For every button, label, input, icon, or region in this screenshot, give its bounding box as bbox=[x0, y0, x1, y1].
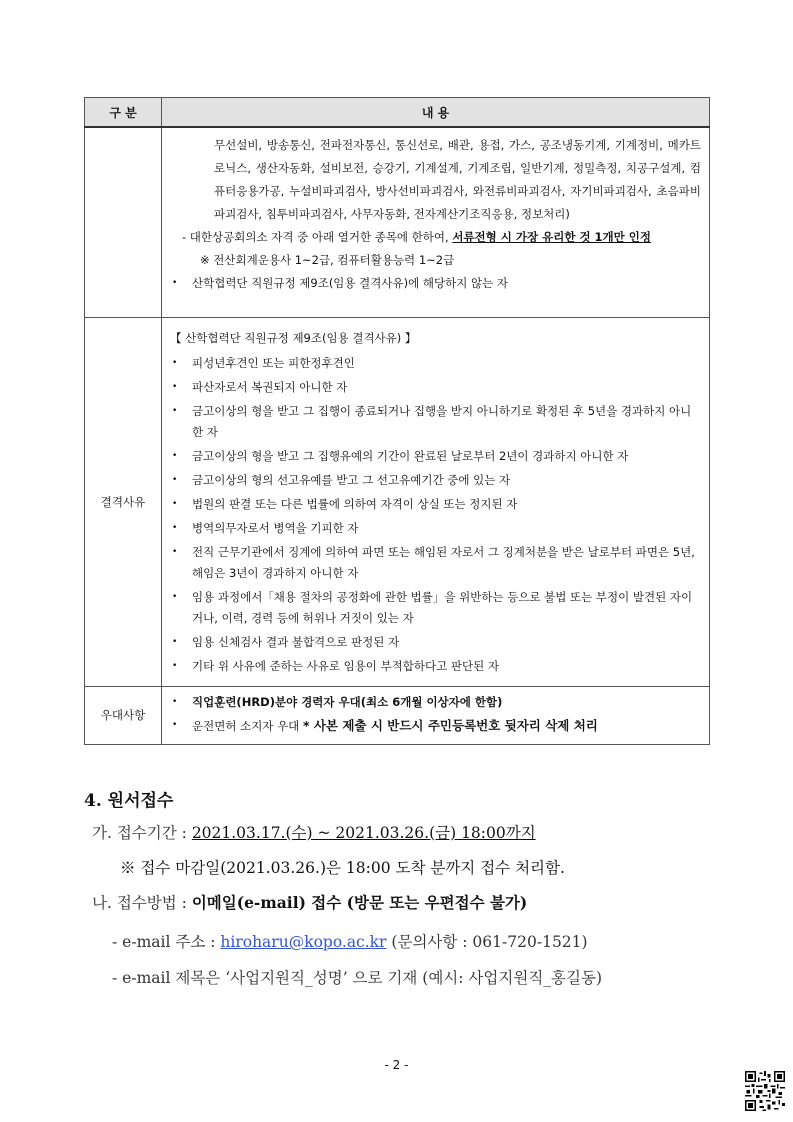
list-item: • 병역의무자로서 병역을 기피한 자 bbox=[172, 520, 359, 535]
list-item: • 금고이상의 형을 받고 그 집행유예의 기간이 완료된 날로부터 2년이 경과하지 아니한 자 bbox=[172, 448, 629, 463]
list-item: • 임용 과정에서「채용 절차의 공정화에 관한 법률」을 위반하는 등으로 불법 또는 부정이 발견된 자이거나, 이력, 경력 등에 허위나 거짓이 있는 자 bbox=[172, 589, 693, 625]
qr-code-icon bbox=[745, 1071, 785, 1111]
disqualification-list bbox=[170, 353, 701, 677]
one-certificate-rule: 서류전형 시 가장 유리한 것 1개만 인정 bbox=[452, 230, 652, 244]
list-item: • 전직 근무기관에서 징계에 의하여 파면 또는 해임된 자로서 그 징계처분을 받은 날로부터 파면은 5년, 해임은 3년이 경과하지 아니한 자 bbox=[172, 544, 695, 580]
disqualification-label: 결격사유 bbox=[85, 317, 162, 686]
list-item: • 파산자로서 복권되지 아니한 자 bbox=[172, 379, 348, 394]
header-content: 내 용 bbox=[162, 98, 710, 128]
id-number-warning: * 사본 제출 시 반드시 주민등록번호 뒷자리 삭제 처리 bbox=[302, 717, 598, 733]
list-item: • 산학협력단 직원규정 제9조(임용 결격사유)에 해당하지 않는 자 bbox=[172, 276, 508, 290]
method-value: 이메일(e-mail) 접수 (방문 또는 우편접수 불가) bbox=[191, 893, 528, 912]
list-item: • 피성년후견인 또는 피한정후견인 bbox=[172, 355, 355, 370]
list-item: • 기타 위 사유에 준하는 사유로 임용이 부적합하다고 판단된 자 bbox=[172, 658, 499, 673]
list-item: • 금고이상의 형을 받고 그 집행이 종료되거나 집행을 받지 아니하기로 확정된 후 5년을 경과하지 아니한 자 bbox=[172, 403, 692, 439]
row1-label bbox=[85, 127, 162, 317]
list-item: • 임용 신체검사 결과 불합격으로 판정된 자 bbox=[172, 634, 400, 649]
computer-cert-note: ※ 전산회계운용사 1~2급, 컴퓨터활용능력 1~2급 bbox=[200, 253, 455, 267]
email-line: - e-mail 주소 : hiroharu@kopo.ac.kr (문의사항 : 061-720-1521) bbox=[112, 933, 588, 951]
header-category: 구 분 bbox=[85, 98, 162, 128]
email-link[interactable]: hiroharu@kopo.ac.kr bbox=[220, 933, 387, 951]
application-period: 가. 접수기간 : 2021.03.17.(수) ~ 2021.03.26.(금) 18:00까지 bbox=[92, 824, 536, 842]
disqualification-row bbox=[85, 317, 710, 686]
list-item: • 직업훈련(HRD)분야 경력자 우대(최소 6개월 이상자에 한함) bbox=[172, 694, 503, 709]
requirements-table bbox=[84, 97, 710, 745]
period-value: 2021.03.17.(수) ~ 2021.03.26.(금) 18:00까지 bbox=[191, 824, 536, 842]
application-method: 나. 접수방법 : 이메일(e-mail) 접수 (방문 또는 우편접수 불가) bbox=[92, 893, 528, 912]
email-subject-rule: - e-mail 제목은 ‘사업지원직_성명’ 으로 기재 (예시: 사업지원직_홍길동) bbox=[112, 969, 603, 987]
page-number: - 2 - bbox=[384, 1058, 409, 1072]
certificate-list: 무선설비, 방송통신, 전파전자통신, 통신선로, 배관, 용접, 가스, 공조냉동기계, 기계정비, 메카트로닉스, 생산자동화, 설비보전, 승강기, 기계설계, 기계조립, 일반기계, 정밀측정, 치공구설계, 컴퓨터응용가공, 누설비파괴검사, 방사선비파괴검사, 와전류비파괴검사, 자기비파괴검사, 초음파비파괴검사, 침투비파괴검사, 사무자동화, 전자계산기조직응용, 정보처리) bbox=[214, 138, 701, 221]
preference-row bbox=[85, 686, 710, 744]
deadline-note: ※ 접수 마감일(2021.03.26.)은 18:00 도착 분까지 접수 처리함. bbox=[120, 859, 565, 877]
regulation-heading: 【 산학협력단 직원규정 제9조(임용 결격사유) 】 bbox=[170, 330, 417, 345]
preference-label: 우대사항 bbox=[85, 686, 162, 744]
section-title: 4. 원서접수 bbox=[84, 791, 174, 811]
qualification-row bbox=[85, 127, 710, 317]
chamber-commerce-note: - 대한상공회의소 자격 중 아래 열거한 종목에 한하여, 서류전형 시 가장 유리한 것 1개만 인정 bbox=[182, 230, 652, 244]
list-item: • 운전면허 소지자 우대 * 사본 제출 시 반드시 주민등록번호 뒷자리 삭제 처리 bbox=[172, 717, 598, 733]
list-item: • 법원의 판결 또는 다른 법률에 의하여 자격이 상실 또는 정지된 자 bbox=[172, 496, 518, 511]
list-item: • 금고이상의 형의 선고유예를 받고 그 선고유예기간 중에 있는 자 bbox=[172, 472, 511, 487]
